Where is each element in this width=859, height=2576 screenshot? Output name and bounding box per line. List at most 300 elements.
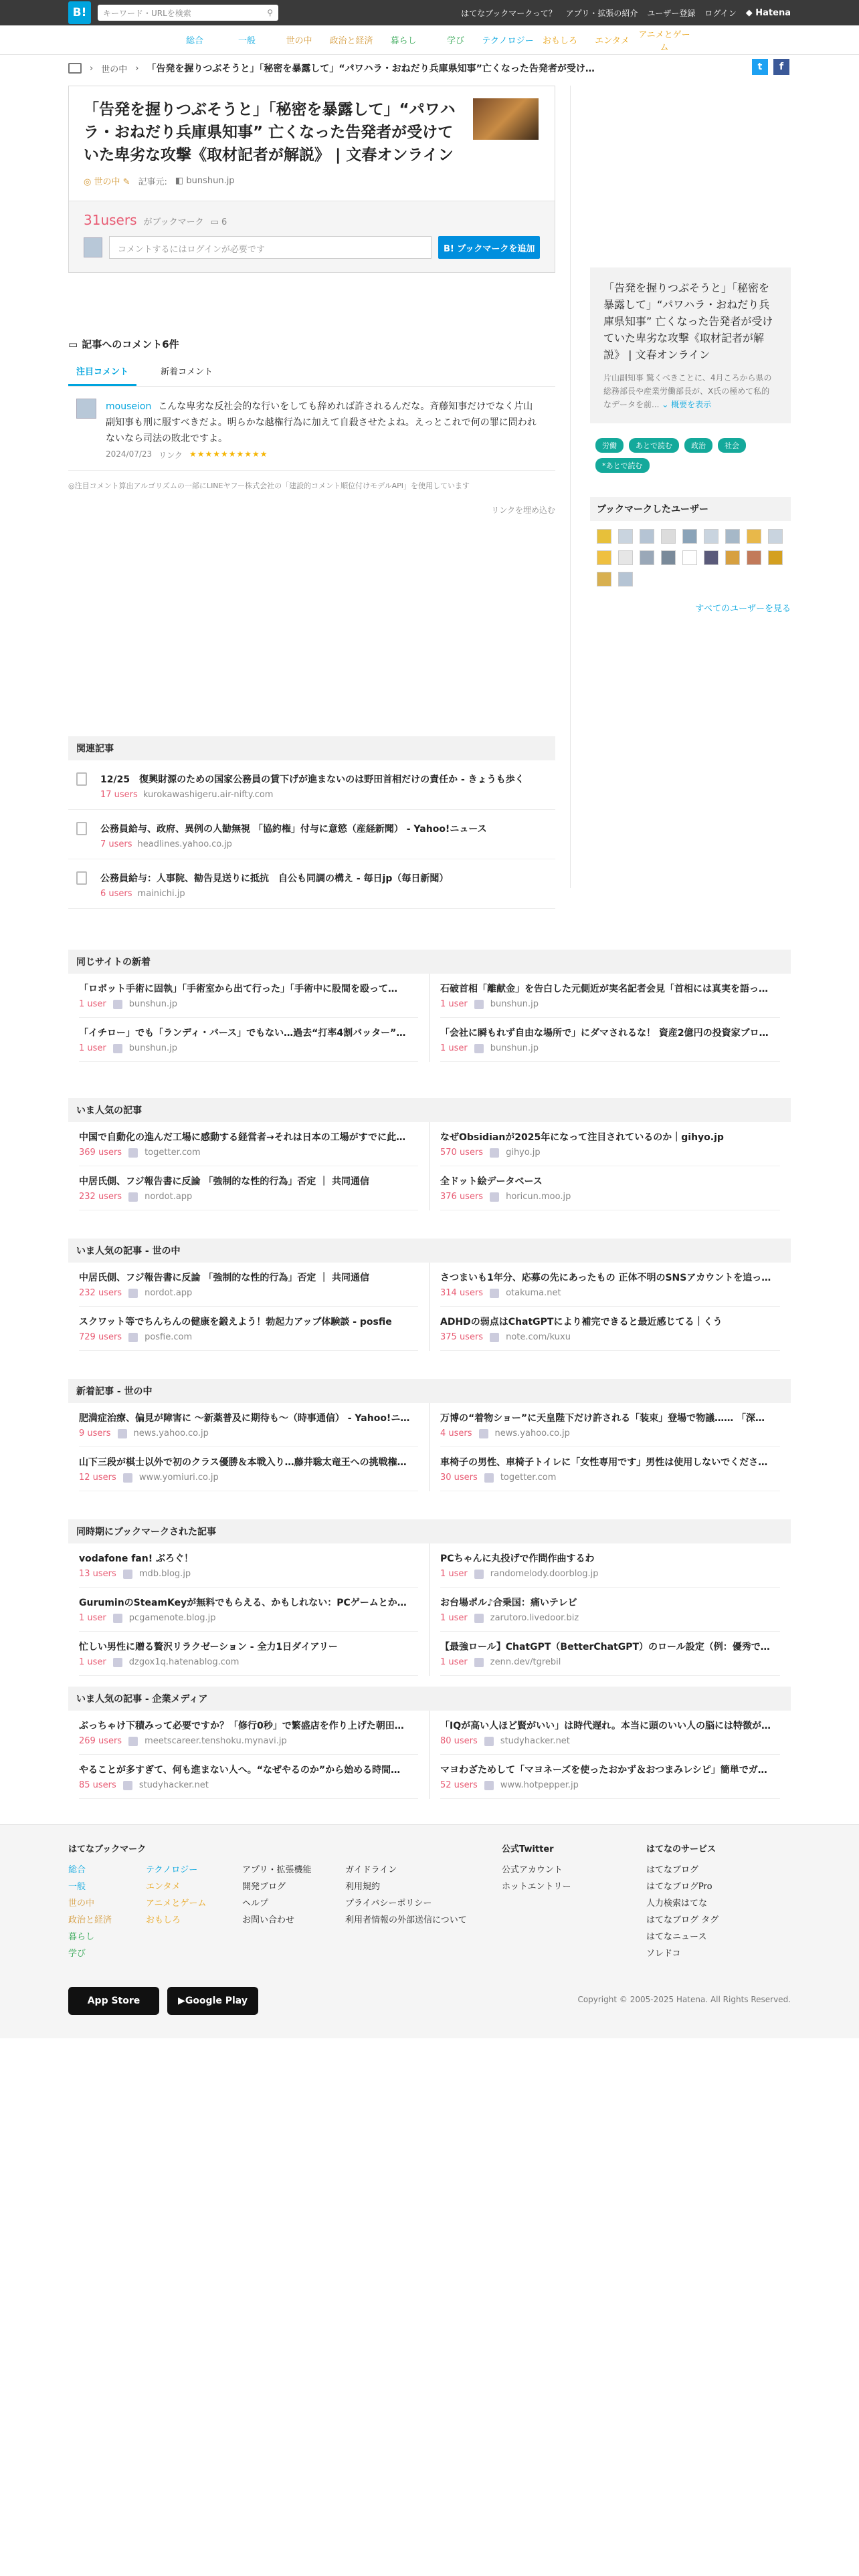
article-title[interactable]: 山下三段が棋士以外で初のクラス優勝＆本戦入り…藤井聡太竜王への挑戦権…	[79, 1457, 407, 1468]
section-columns	[68, 974, 791, 1062]
footer-link[interactable]: アプリ・拡張機能	[242, 1865, 312, 1875]
play-icon: ▶	[178, 1996, 185, 2006]
section-column	[430, 1122, 791, 1210]
article-title[interactable]: 「イチロー」でも「ランディ・バース」でもない…過去“打率4割バッター”…	[79, 1028, 406, 1039]
related-articles	[68, 736, 555, 909]
article-title[interactable]: 石破首相「離献金」を告白した元側近が実名記者会見「首相には真実を語っ…	[440, 984, 768, 994]
article-users[interactable]: 1 user	[440, 999, 468, 1009]
article-title[interactable]: vodafone fan! ぶろぐ！	[79, 1553, 194, 1564]
favicon-icon	[474, 1614, 484, 1623]
hatena-bookmark-logo[interactable]: B!	[68, 1, 91, 24]
comment-count: ▭ 6	[210, 217, 227, 227]
article-item	[79, 1447, 418, 1491]
article-title[interactable]: スクワット等でちんちんの健康を鍛えよう！勃起力アップ体験談 - posfie	[79, 1317, 392, 1327]
footer-services	[646, 1841, 719, 1962]
entry-record-label: 記事元:	[138, 177, 167, 187]
article-users[interactable]: 376 users	[440, 1192, 484, 1202]
footer-link[interactable]: 総合	[68, 1865, 86, 1875]
entry-domain[interactable]: ◧ bunshun.jp	[175, 176, 235, 186]
article-meta	[79, 1332, 418, 1342]
article-users[interactable]: 85 users	[79, 1780, 116, 1790]
article-users[interactable]: 1 user	[79, 1043, 106, 1053]
apps-link[interactable]: アプリ・拡張の紹介	[565, 8, 638, 18]
article-item	[440, 1588, 780, 1632]
article-domain[interactable]: togetter.com	[500, 1473, 557, 1483]
article-users[interactable]: 80 users	[440, 1736, 478, 1746]
article-users[interactable]: 9 users	[79, 1428, 111, 1438]
article-users[interactable]: 269 users	[79, 1736, 122, 1746]
tag-badge[interactable]: 政治	[684, 438, 712, 453]
article-item	[440, 1543, 780, 1588]
category-tab[interactable]: 世の中	[286, 36, 312, 46]
section-column	[68, 1122, 430, 1210]
article-domain[interactable]: mdb.blog.jp	[138, 1569, 191, 1579]
comments-section	[68, 337, 555, 516]
footer-title: はてなブックマーク	[68, 1844, 147, 1854]
article-meta	[79, 1192, 418, 1202]
tab-new-comments[interactable]: 新着コメント	[161, 367, 213, 377]
related-item	[68, 859, 555, 909]
article-domain[interactable]: dzgox1q.hatenablog.com	[128, 1657, 240, 1667]
register-link[interactable]: ユーザー登録	[647, 8, 696, 18]
article-users[interactable]: 52 users	[440, 1780, 478, 1790]
article-title[interactable]: 中居氏側、フジ報告書に反論 「強制的な性的行為」否定 ｜ 共同通信	[79, 1273, 370, 1283]
user-avatar[interactable]	[747, 529, 761, 544]
entry-title[interactable]: 「告発を握りつぶそうと」「秘密を暴露して」“パワハラ・おねだり兵庫県知事” 亡くなった告発者が受けていた卑劣な攻撃《取材記者が解説》 | 文春オンライン	[84, 101, 456, 164]
article-item	[440, 1711, 780, 1755]
article-meta	[440, 1569, 780, 1579]
google-play-label: Google Play	[185, 1996, 248, 2006]
entry-thumbnail[interactable]	[473, 98, 539, 140]
footer-link[interactable]: 利用者情報の外部送信について	[345, 1915, 467, 1925]
footer-link[interactable]: 政治と経済	[68, 1915, 112, 1925]
footer-categories-2	[146, 1862, 206, 1929]
footer-link[interactable]: プライバシーポリシー	[345, 1899, 432, 1909]
user-avatar[interactable]	[597, 550, 611, 565]
article-domain[interactable]: nordot.app	[145, 1288, 193, 1298]
article-users[interactable]: 314 users	[440, 1288, 484, 1298]
facebook-icon[interactable]: f	[773, 59, 789, 75]
footer	[0, 1824, 859, 2038]
article-domain[interactable]: randomelody.doorblog.jp	[490, 1569, 599, 1579]
category-tab[interactable]: 暮らし	[390, 36, 417, 46]
user-avatar[interactable]	[640, 529, 654, 544]
article-title[interactable]: ADHDの弱点はChatGPTにより補完できると最近感じてる｜くう	[440, 1317, 723, 1327]
article-meta	[79, 999, 418, 1009]
article-item	[79, 1403, 418, 1447]
tab-popular-comments[interactable]: 注目コメント	[68, 360, 136, 386]
article-item	[440, 1755, 780, 1799]
services-title: はてなのサービス	[646, 1844, 717, 1854]
article-users[interactable]: 1 user	[79, 999, 106, 1009]
user-avatar[interactable]	[661, 550, 676, 565]
footer-policy	[345, 1862, 467, 1929]
article-domain[interactable]: gihyo.jp	[506, 1148, 541, 1158]
article-section	[68, 1379, 791, 1491]
app-store-label: App Store	[87, 1996, 140, 2006]
favicon-icon	[490, 1148, 499, 1158]
user-avatar[interactable]	[768, 550, 783, 565]
article-title[interactable]: 車椅子の男性、車椅子トイレに「女性専用です」男性は使用しないでくださ…	[440, 1457, 768, 1468]
footer-twitter	[502, 1841, 571, 1895]
section-column	[430, 1263, 791, 1351]
entry-meta	[84, 175, 462, 187]
category-tab[interactable]: エンタメ	[595, 36, 630, 46]
article-users[interactable]: 232 users	[79, 1192, 122, 1202]
article-title[interactable]: ぶっちゃけ下積みって必要ですか？「修行0秒」で繁盛店を作り上げた朝田…	[79, 1721, 404, 1731]
article-title[interactable]: 「会社に瞬もれず自由な場所で」にダマされるな！ 資産2億円の投資家ブロ…	[440, 1028, 769, 1039]
article-domain[interactable]: www.yomiuri.co.jp	[138, 1473, 219, 1483]
favicon-icon	[123, 1570, 132, 1579]
article-title[interactable]: なぜObsidianが2025年になって注目されているのか｜gihyo.jp	[440, 1132, 724, 1143]
category-tab[interactable]: テクノロジー	[482, 36, 534, 46]
article-users[interactable]: 30 users	[440, 1473, 478, 1483]
footer-link[interactable]: 一般	[68, 1882, 86, 1892]
category-label: 世の中	[94, 177, 120, 187]
article-domain[interactable]: zarutoro.livedoor.biz	[490, 1613, 579, 1623]
favicon-icon	[123, 1781, 132, 1790]
favicon-icon	[484, 1781, 494, 1790]
favicon-icon	[128, 1192, 138, 1202]
article-users[interactable]: 570 users	[440, 1148, 484, 1158]
all-users-link[interactable]: すべてのユーザーを見る	[695, 604, 791, 614]
embed-link[interactable]: リンクを埋め込む	[491, 506, 555, 515]
related-users[interactable]: 6 users	[100, 889, 132, 899]
article-meta	[440, 1780, 780, 1790]
related-item	[68, 760, 555, 810]
twitter-title: 公式Twitter	[502, 1844, 554, 1854]
twitter-icon[interactable]: t	[752, 59, 768, 75]
user-avatar[interactable]	[682, 529, 697, 544]
related-title[interactable]: 公務員給与：人事院、勧告見送りに抵抗 自公も同調の構え - 毎日jp（毎日新聞）	[100, 873, 449, 884]
search-placeholder: キーワード・URLを検索	[103, 8, 191, 18]
article-title[interactable]: 中国で自動化の進んだ工場に感動する経営者→それは日本の工場がすでに此…	[79, 1132, 406, 1143]
about-link[interactable]: はてなブックマークって？	[461, 8, 557, 18]
search-input[interactable]	[98, 5, 278, 21]
footer-link[interactable]: 利用規約	[345, 1882, 381, 1892]
google-play-button[interactable]	[167, 1987, 258, 2015]
article-item	[440, 1122, 780, 1166]
user-avatar[interactable]	[747, 550, 761, 565]
favicon-icon	[113, 1658, 122, 1667]
article-domain[interactable]: www.hotpepper.jp	[500, 1780, 579, 1790]
article-item	[79, 1263, 418, 1307]
avatar[interactable]	[76, 399, 96, 419]
related-title[interactable]: 12/25 復興財源のための国家公務員の賃下げが進まないのは野田首相だけの責任か - きょうも歩く	[100, 774, 524, 785]
category-tab[interactable]: 総合	[185, 36, 203, 46]
user-avatar[interactable]	[618, 572, 633, 586]
section-column	[430, 1403, 791, 1491]
article-item	[440, 1403, 780, 1447]
article-domain[interactable]: bunshun.jp	[128, 1043, 177, 1053]
article-item	[79, 1588, 418, 1632]
comment-date[interactable]: 2024/07/23	[106, 449, 153, 459]
article-meta	[440, 1332, 780, 1342]
article-domain[interactable]: pcgamenote.blog.jp	[128, 1613, 216, 1623]
favicon-icon	[490, 1333, 499, 1342]
user-avatar[interactable]	[768, 529, 783, 544]
login-link[interactable]: ログイン	[704, 8, 737, 18]
breadcrumb-title: 「告発を握りつぶそうと」「秘密を暴露して」“パワハラ・おねだり兵庫県知事”亡くなった告発者が受け…	[147, 64, 595, 74]
category-tab[interactable]: 一般	[237, 36, 256, 46]
related-domain[interactable]: mainichi.jp	[137, 889, 185, 899]
avatar	[84, 237, 102, 257]
category-tab[interactable]: 学び	[446, 36, 464, 46]
footer-link[interactable]: ホットエントリー	[502, 1882, 571, 1892]
footer-link[interactable]: はてなニュース	[646, 1932, 707, 1942]
article-item	[440, 974, 780, 1018]
related-title: 関連記事	[68, 736, 555, 760]
favicon-icon	[479, 1429, 488, 1438]
bookmark-label: がブックマーク	[143, 217, 204, 227]
footer-link[interactable]: ガイドライン	[345, 1865, 397, 1875]
domain-label: bunshun.jp	[186, 176, 235, 186]
section-column	[68, 1711, 430, 1799]
footer-link[interactable]: はてなブログ	[646, 1865, 699, 1875]
bookmark-users-title: ブックマークしたユーザー	[590, 497, 791, 521]
comment-icon: ▭	[68, 338, 78, 350]
comments-title: 記事へのコメント6件	[82, 338, 179, 350]
article-users[interactable]: 375 users	[440, 1332, 484, 1342]
article-title[interactable]: 中居氏側、フジ報告書に反論 「強制的な性的行為」否定 ｜ 共同通信	[79, 1176, 370, 1187]
users-count[interactable]: 31users	[84, 212, 137, 228]
article-item	[79, 974, 418, 1018]
footer-link[interactable]: お問い合わせ	[242, 1915, 295, 1925]
user-avatar[interactable]	[597, 572, 611, 586]
article-domain[interactable]: studyhacker.net	[138, 1780, 209, 1790]
related-item	[68, 810, 555, 859]
category-tab[interactable]: アニメとゲーム	[638, 29, 690, 53]
article-item	[79, 1018, 418, 1062]
related-users[interactable]: 7 users	[100, 839, 132, 849]
comment-input[interactable]: コメントするにはログインが必要です	[109, 236, 432, 259]
section-column	[68, 1403, 430, 1491]
article-users[interactable]: 1 user	[440, 1613, 468, 1623]
article-title[interactable]: 万博の“着物ショー”に天皇陛下だけ許される「装束」登場で物議…… 「深…	[440, 1413, 765, 1424]
top-links	[461, 7, 791, 19]
search-icon[interactable]: ⚲	[267, 8, 273, 17]
user-avatar[interactable]	[618, 529, 633, 544]
comment-item	[68, 387, 555, 471]
favicon-icon	[490, 1289, 499, 1298]
article-users[interactable]: 13 users	[79, 1569, 116, 1579]
article-users[interactable]: 1 user	[440, 1569, 468, 1579]
footer-link[interactable]: 暮らし	[68, 1932, 95, 1942]
section-title: いま人気の記事 - 世の中	[68, 1239, 791, 1263]
footer-link[interactable]: 開発ブログ	[242, 1882, 286, 1892]
favicon-icon	[474, 1000, 484, 1009]
copyright: Copyright © 2005-2025 Hatena. All Rights Reserved.	[577, 1995, 791, 2004]
footer-link[interactable]: テクノロジー	[146, 1865, 198, 1875]
article-domain[interactable]: togetter.com	[145, 1148, 201, 1158]
footer-link[interactable]: 学び	[68, 1949, 86, 1959]
article-meta	[440, 1736, 780, 1746]
article-domain[interactable]: studyhacker.net	[500, 1736, 570, 1746]
article-domain[interactable]: otakuma.net	[506, 1288, 561, 1298]
article-meta	[79, 1569, 418, 1579]
comment-link[interactable]: リンク	[159, 451, 183, 460]
article-item	[440, 1018, 780, 1062]
excerpt-text: 片山副知事 驚くべきことに、4月ころから県の総務部長や産業労働部長が、X氏の極めて私的なデータを前...	[603, 373, 772, 409]
article-users[interactable]: 12 users	[79, 1473, 116, 1483]
comment-user[interactable]: mouseion	[106, 401, 152, 412]
favicon-icon	[484, 1473, 494, 1483]
article-users[interactable]: 1 user	[79, 1657, 106, 1667]
footer-link[interactable]: 世の中	[68, 1899, 95, 1909]
article-title[interactable]: お台場ポル♪合乗国：痛いテレビ	[440, 1598, 577, 1608]
article-section	[68, 1519, 791, 1676]
category-tab[interactable]: おもしろ	[542, 36, 577, 46]
favicon-icon	[113, 1044, 122, 1053]
article-users[interactable]: 369 users	[79, 1148, 122, 1158]
section-title: いま人気の記事 - 企業メディア	[68, 1687, 791, 1711]
footer-link[interactable]: アニメとゲーム	[146, 1899, 207, 1909]
article-domain[interactable]: nordot.app	[145, 1192, 193, 1202]
article-meta	[79, 1780, 418, 1790]
article-title[interactable]: 「ロボット手術に固執」「手術室から出て行った」「手術中に股間を殴って…	[79, 984, 397, 994]
favicon-icon	[128, 1148, 138, 1158]
user-avatar[interactable]	[682, 550, 697, 565]
footer-link[interactable]: おもしろ	[146, 1915, 181, 1925]
article-item	[440, 1263, 780, 1307]
add-bookmark-button[interactable]: B! ブックマークを追加	[438, 236, 540, 259]
article-section	[68, 1687, 791, 1799]
top-bar	[0, 0, 859, 25]
related-domain[interactable]: kurokawashigeru.air-nifty.com	[142, 790, 274, 800]
related-users[interactable]: 17 users	[100, 790, 138, 800]
user-avatar[interactable]	[640, 550, 654, 565]
favicon-icon	[128, 1289, 138, 1298]
column-divider	[570, 86, 571, 888]
section-title: 同じサイトの新着	[68, 950, 791, 974]
favicon-icon	[123, 1473, 132, 1483]
app-store-button[interactable]	[68, 1987, 159, 2015]
article-domain[interactable]: meetscareer.tenshoku.mynavi.jp	[145, 1736, 287, 1746]
related-title[interactable]: 公務員給与、政府、異例の人勧無視 「協約権」付与に意慾（産経新聞） - Yahoo!ニュース	[100, 824, 487, 835]
breadcrumb-section[interactable]: 世の中	[101, 64, 128, 75]
article-domain[interactable]: news.yahoo.co.jp	[133, 1428, 209, 1438]
section-columns	[68, 1403, 791, 1491]
footer-bookmark	[68, 1841, 146, 1962]
category-nav	[0, 25, 859, 55]
user-avatar[interactable]	[725, 529, 740, 544]
article-domain[interactable]: bunshun.jp	[490, 1043, 539, 1053]
entry-category[interactable]: ◎ 世の中 ✎	[84, 177, 130, 187]
article-meta	[79, 1043, 418, 1053]
article-item	[79, 1711, 418, 1755]
article-meta	[440, 1043, 780, 1053]
hatena-logo[interactable]: ◆ Hatena	[745, 7, 791, 18]
user-avatar[interactable]	[618, 550, 633, 565]
section-column	[68, 974, 430, 1062]
footer-link[interactable]: ソレドコ	[646, 1949, 681, 1959]
tag-badge[interactable]: 労働	[595, 438, 624, 453]
article-users[interactable]: 4 users	[440, 1428, 472, 1438]
section-columns	[68, 1122, 791, 1210]
article-meta	[440, 1657, 780, 1667]
article-meta	[79, 1613, 418, 1623]
section-column	[68, 1263, 430, 1351]
article-meta	[440, 1613, 780, 1623]
article-users[interactable]: 1 user	[440, 1043, 468, 1053]
article-domain[interactable]: bunshun.jp	[128, 999, 177, 1009]
footer-link[interactable]: 人力検索はてな	[646, 1899, 708, 1909]
article-meta	[79, 1736, 418, 1746]
footer-link[interactable]: 公式アカウント	[502, 1865, 563, 1875]
article-title[interactable]: やることが多すぎて、何も進まない人へ。“なぜやるのか”から始める時間…	[79, 1765, 401, 1776]
section-columns	[68, 1263, 791, 1351]
article-users[interactable]: 729 users	[79, 1332, 122, 1342]
article-meta	[79, 1428, 418, 1438]
article-domain[interactable]: news.yahoo.co.jp	[494, 1428, 570, 1438]
section-column	[68, 1543, 430, 1676]
favicon-icon	[118, 1429, 127, 1438]
article-users[interactable]: 232 users	[79, 1288, 122, 1298]
article-domain[interactable]: zenn.dev/tgrebil	[490, 1657, 561, 1667]
article-title[interactable]: 「IQが高い人ほど賢がいい」は時代遅れ。本当に頭のいい人の脳には特徴が…	[440, 1721, 771, 1731]
favicon-icon	[490, 1192, 499, 1202]
breadcrumb-sep-icon: ›	[90, 63, 94, 74]
user-avatar[interactable]	[597, 529, 611, 544]
tag-badge[interactable]: *あとで読む	[595, 458, 650, 473]
tag-badge[interactable]: あとで読む	[629, 438, 679, 453]
footer-link[interactable]: はてなブログ タグ	[646, 1915, 719, 1925]
article-title[interactable]: GuruminのSteamKeyが無料でもらえる、かもしれない：PCゲームとか…	[79, 1598, 407, 1608]
article-item	[440, 1307, 780, 1351]
article-domain[interactable]: horicun.moo.jp	[506, 1192, 571, 1202]
article-domain[interactable]: bunshun.jp	[490, 999, 539, 1009]
algorithm-notice: ◎注目コメント算出アルゴリズムの一部にLINEヤフー株式会社の「建設的コメント順位付けモデルAPI」を使用しています	[68, 481, 470, 490]
article-users[interactable]: 1 user	[79, 1613, 106, 1623]
user-avatar[interactable]	[661, 529, 676, 544]
user-avatar[interactable]	[704, 550, 719, 565]
tag-badge[interactable]: 社会	[718, 438, 746, 453]
section-columns	[68, 1711, 791, 1799]
article-item	[440, 1166, 780, 1210]
related-meta	[100, 839, 487, 849]
article-title[interactable]: 肥満症治療、偏見が障害に ～新薬普及に期待も～（時事通信） - Yahoo!ニ…	[79, 1413, 410, 1424]
article-section	[68, 1239, 791, 1351]
footer-link[interactable]: ヘルプ	[242, 1899, 269, 1909]
article-domain[interactable]: posfie.com	[145, 1332, 193, 1342]
user-avatar[interactable]	[704, 529, 719, 544]
comment-stars[interactable]: ★★★★★★★★★★	[189, 449, 268, 459]
article-users[interactable]: 1 user	[440, 1657, 468, 1667]
article-title[interactable]: 【最強ロール】ChatGPT（BetterChatGPT）のロール設定（例：優秀で…	[440, 1642, 770, 1652]
show-summary-link[interactable]: ⌄ 概要を表示	[662, 400, 712, 409]
article-title[interactable]: PCちゃんに丸投げで作問作曲するわ	[440, 1553, 595, 1564]
bookmark-users	[590, 497, 791, 614]
main-column	[68, 86, 555, 909]
article-domain[interactable]: note.com/kuxu	[506, 1332, 571, 1342]
article-meta	[79, 1288, 418, 1298]
excerpt-title[interactable]: 「告発を握りつぶそうと」「秘密を暴露して」“パワハラ・おねだり兵庫県知事” 亡くなった告発者が受けていた卑劣な攻撃《取材記者が解説》 | 文春オンライン	[603, 282, 773, 361]
article-meta	[440, 1148, 780, 1158]
footer-link[interactable]: はてなブログPro	[646, 1882, 712, 1892]
article-title[interactable]: マヨわざためして「マヨネーズを使ったおかず＆おつまみレシピ」簡単でガ…	[440, 1765, 767, 1776]
user-avatar[interactable]	[725, 550, 740, 565]
related-domain[interactable]: headlines.yahoo.co.jp	[137, 839, 232, 849]
article-title[interactable]: 全ドット絵データベース	[440, 1176, 543, 1187]
category-tab[interactable]: 政治と経済	[329, 36, 373, 46]
footer-link[interactable]: エンタメ	[146, 1882, 181, 1892]
comment-count-value: 6	[221, 217, 227, 227]
article-title[interactable]: 忙しい男性に贈る贅沢リラクゼーション - 全力1日ダイアリー	[79, 1642, 338, 1652]
home-icon[interactable]	[68, 63, 82, 74]
article-meta	[440, 999, 780, 1009]
article-meta	[440, 1192, 780, 1202]
article-title[interactable]: さつまいも1年分、応募の先にあったもの 正体不明のSNSアカウントを追っ…	[440, 1273, 771, 1283]
